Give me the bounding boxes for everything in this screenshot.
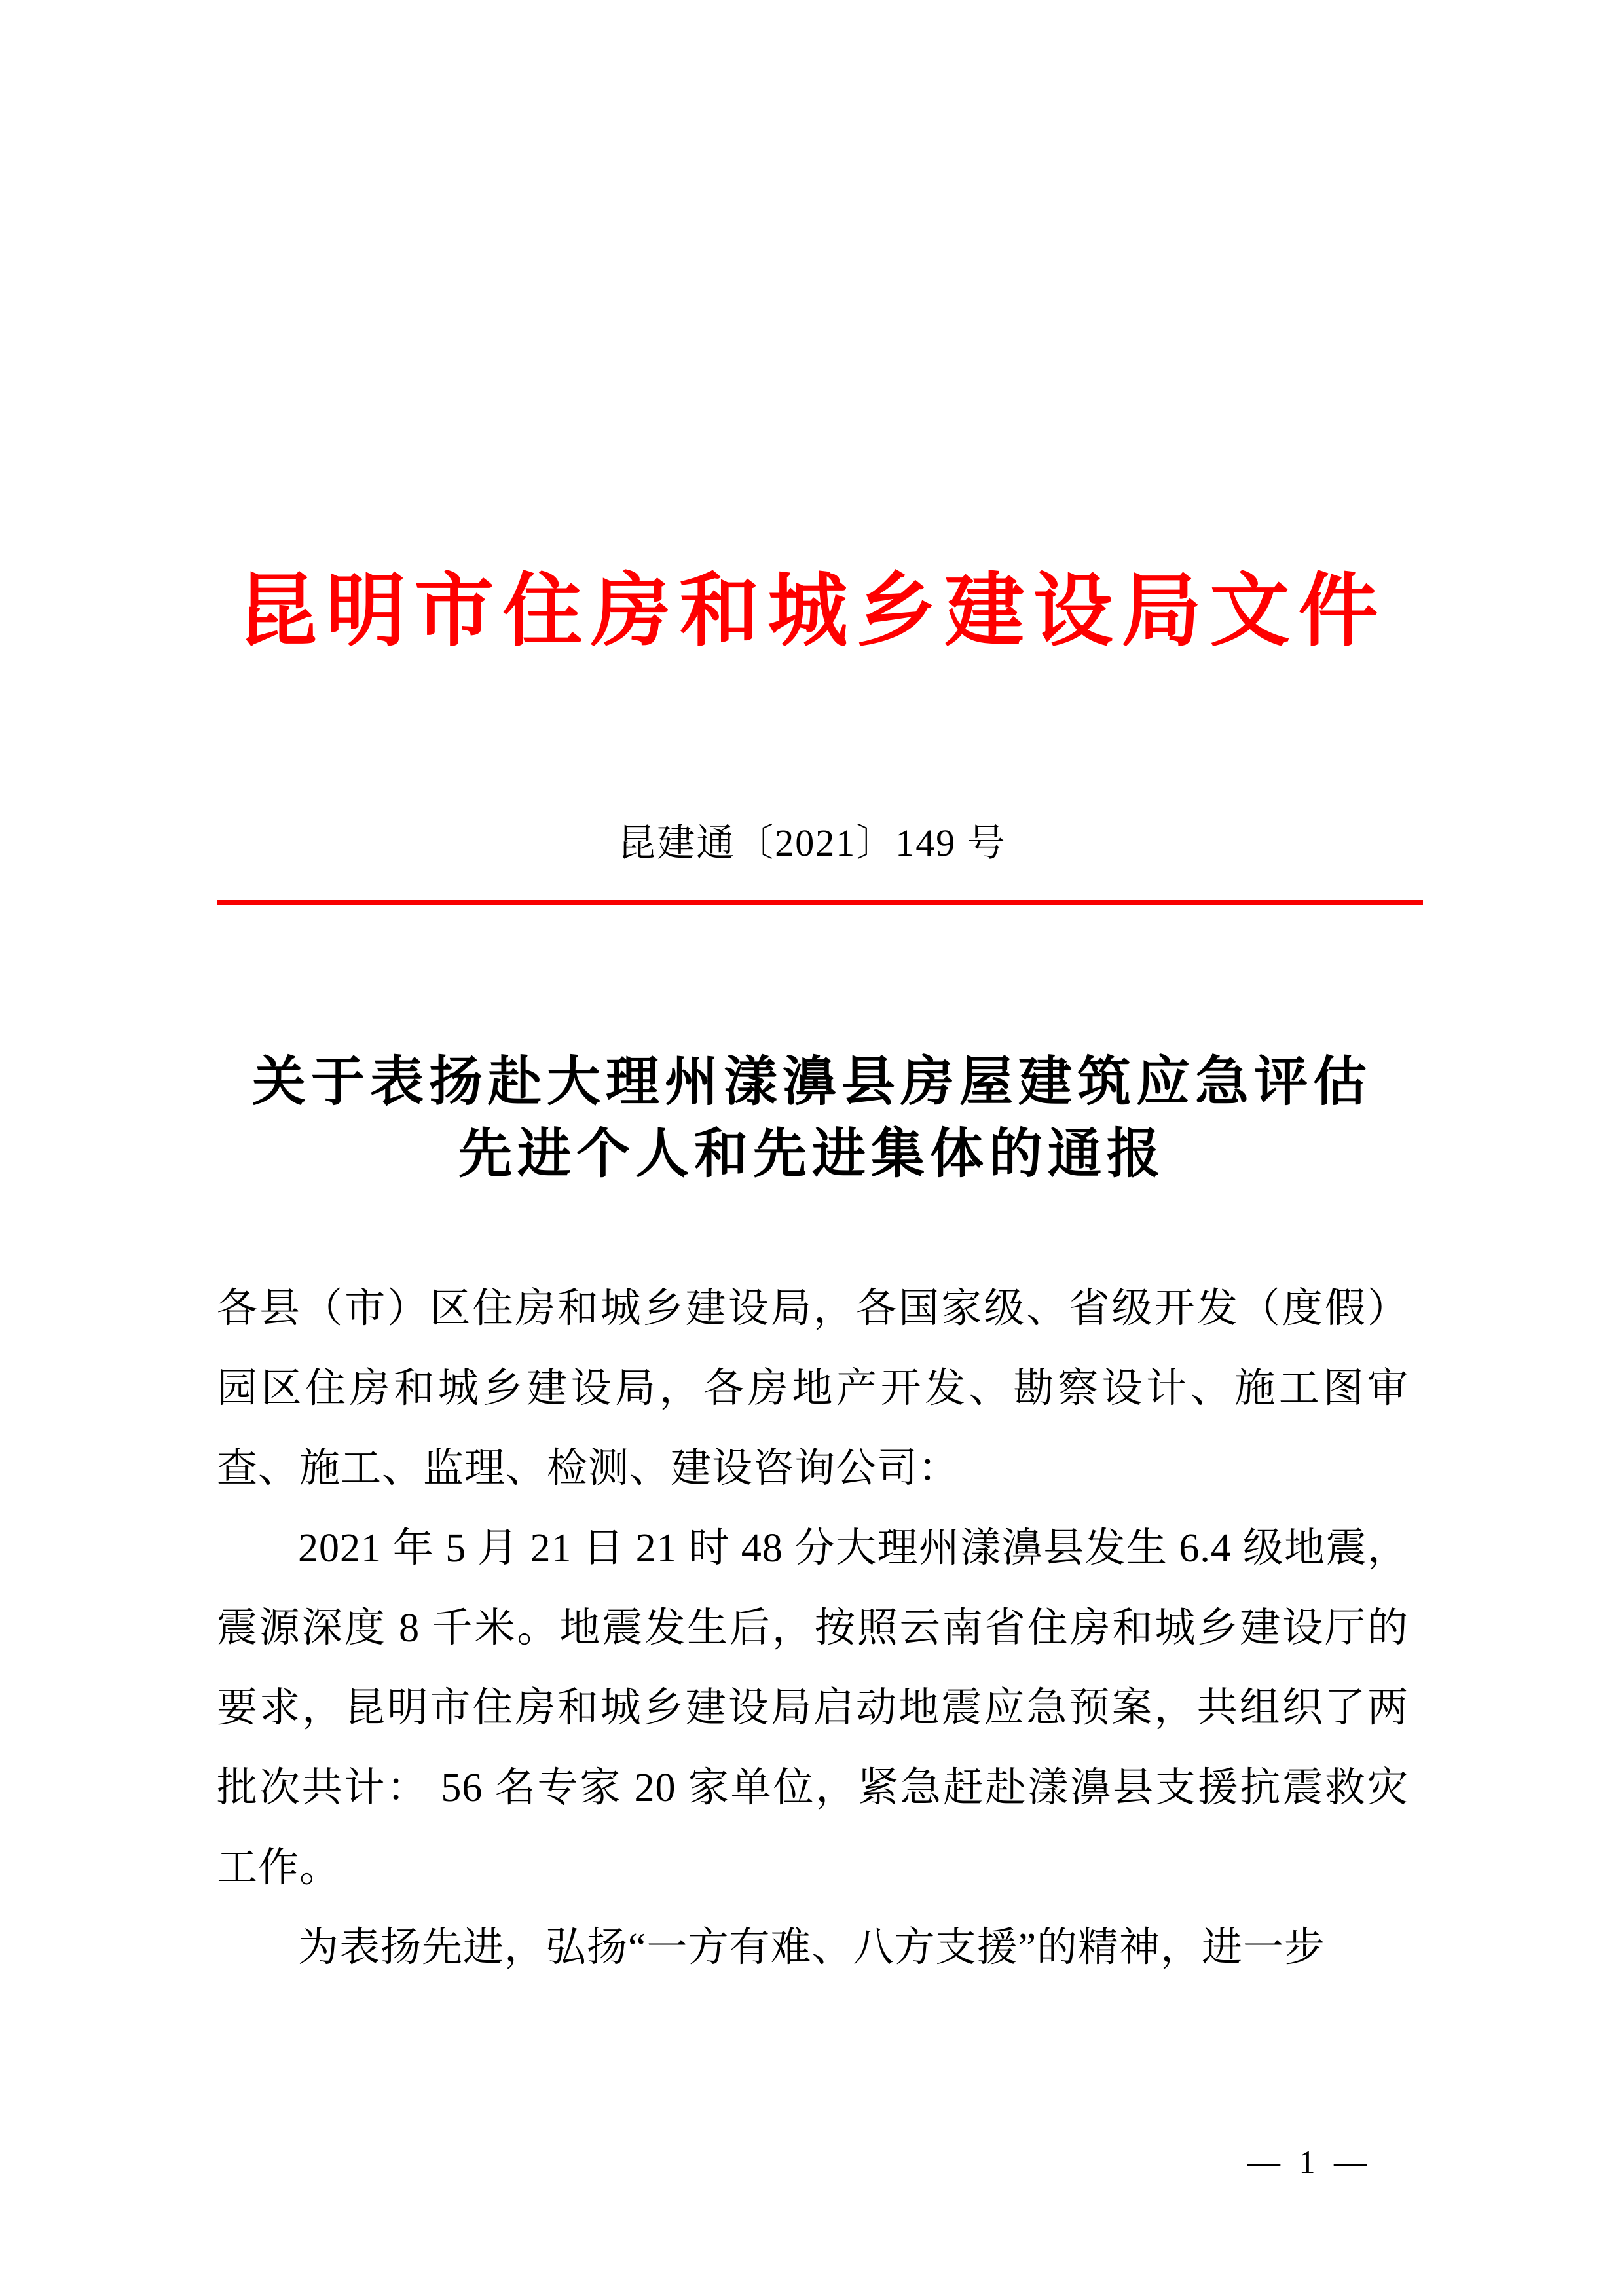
red-separator-line: [217, 900, 1423, 905]
agency-header-title: 昆明市住房和城乡建设局文件: [237, 566, 1387, 655]
notice-title: [0, 1046, 1624, 1190]
body-paragraph-salutation: 各县（市）区住房和城乡建设局，各国家级、省级开发（度假）园区住房和城乡建设局，各房地产开发、勘察设计、施工图审查、施工、监理、检测、建设咨询公司：: [217, 1286, 1409, 1491]
page-number: — 1 —: [1247, 2143, 1372, 2180]
body-paragraph-earthquake: 2021 年 5 月 21 日 21 时 48 分大理州漾濞县发生 6.4 级地震，震源深度 8 千米。地震发生后，按照云南省住房和城乡建设厅的要求，昆明市住房和城乡建设局启动地震应急预案，共组织了两批次共计： 56 名专家 20 家单位，紧急赶赴漾濞县支援抗震救灾工作。: [217, 1526, 1409, 1890]
body-paragraph-commendation: 为表扬先进，弘扬“一方有难、八方支援”的精神，进一步: [298, 1925, 1326, 1970]
notice-title-line2: 先进个人和先进集体的通报: [458, 1124, 1166, 1184]
document-number: 昆建通〔2021〕149 号: [618, 822, 1006, 864]
body-text: [217, 1269, 1409, 1988]
notice-title-line1: 关于表扬赴大理州漾濞县房屋建筑应急评估: [251, 1052, 1372, 1112]
